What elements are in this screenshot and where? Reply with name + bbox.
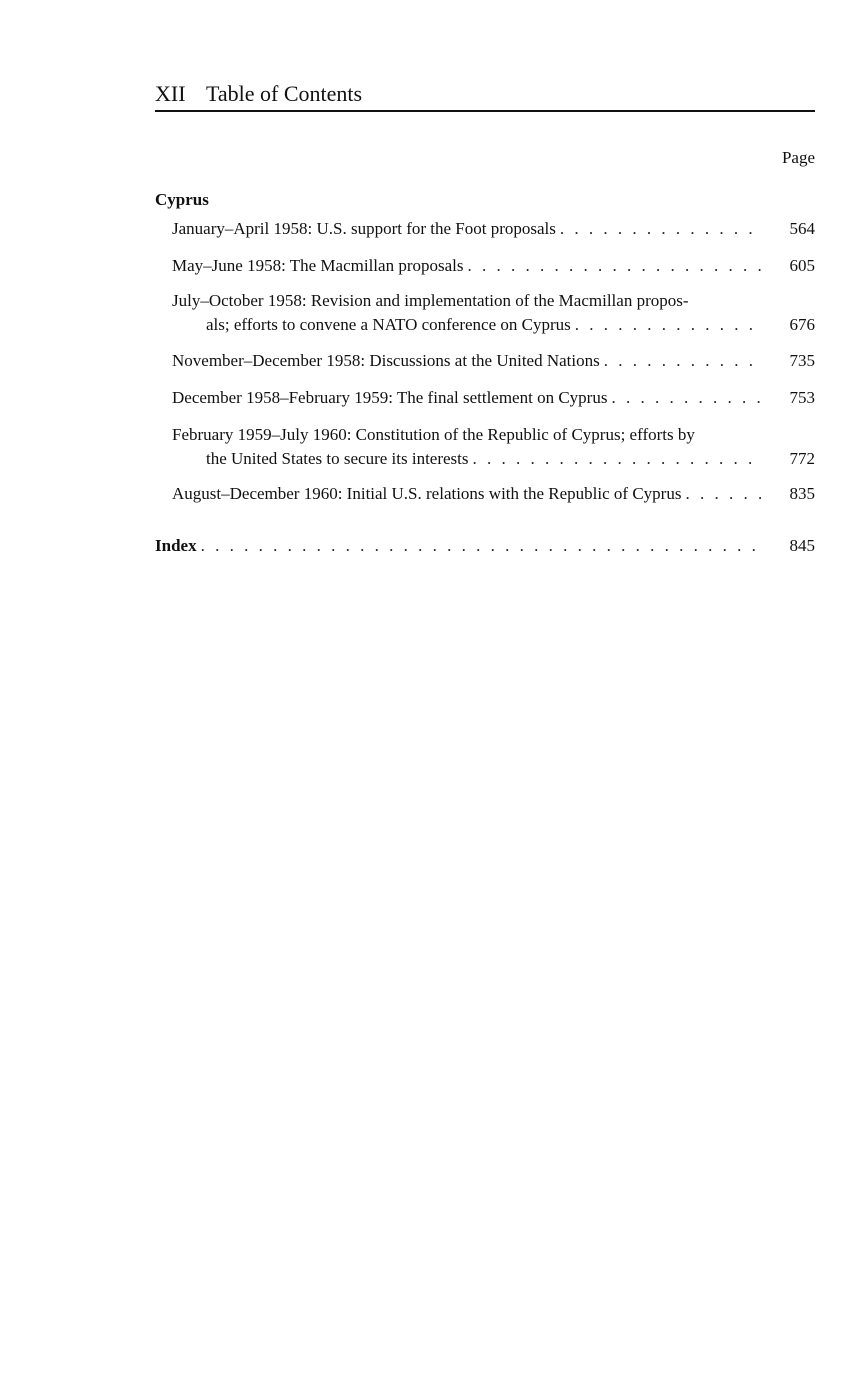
toc-entry-title-cont: als; efforts to convene a NATO conference on Cyprus — [206, 315, 571, 334]
dot-leader — [560, 217, 763, 241]
toc-entry-title: January–April 1958: U.S. support for the Foot proposals — [172, 219, 556, 238]
toc-entry-page: 835 — [789, 484, 815, 503]
toc-entry-title: November–December 1958: Discussions at the United Nations — [172, 351, 600, 370]
toc-entry-title: July–October 1958: Revision and implementation of the Macmillan propos- — [172, 291, 689, 310]
dot-leader — [467, 254, 763, 278]
toc-entry[interactable] — [172, 482, 815, 506]
toc-entry-title: December 1958–February 1959: The final settlement on Cyprus — [172, 388, 608, 407]
toc-entry[interactable] — [172, 289, 815, 337]
toc-entry-page: 735 — [789, 351, 815, 370]
toc-index-entry[interactable] — [155, 534, 815, 558]
dot-leader — [685, 482, 763, 506]
dot-leader — [604, 349, 763, 373]
toc-entry-page: 753 — [789, 388, 815, 407]
index-page: 845 — [789, 536, 815, 555]
toc-entry-page: 676 — [789, 315, 815, 334]
running-header — [155, 80, 815, 112]
toc-entry-page: 605 — [789, 256, 815, 275]
toc-entry[interactable] — [172, 423, 815, 471]
dot-leader — [575, 313, 763, 337]
toc-entry-title: February 1959–July 1960: Constitution of the Republic of Cyprus; efforts by — [172, 425, 695, 444]
page-folio: XII — [155, 81, 186, 106]
toc-entry-page: 564 — [789, 219, 815, 238]
page-column-label: Page — [781, 148, 815, 167]
running-title: Table of Contents — [206, 81, 363, 106]
dot-leader — [473, 447, 764, 471]
toc-entry[interactable] — [172, 254, 815, 278]
section-title: Cyprus — [155, 190, 209, 209]
dot-leader — [201, 534, 763, 558]
index-label: Index — [155, 536, 197, 555]
toc-entry[interactable] — [172, 349, 815, 373]
toc-entry-title: August–December 1960: Initial U.S. relations with the Republic of Cyprus — [172, 484, 682, 503]
toc-entry-title-cont: the United States to secure its interests — [206, 449, 469, 468]
toc-entry-title: May–June 1958: The Macmillan proposals — [172, 256, 464, 275]
toc-entry[interactable] — [172, 217, 815, 241]
toc-entry-page: 772 — [789, 449, 815, 468]
dot-leader — [611, 386, 763, 410]
toc-entry[interactable] — [172, 386, 815, 410]
